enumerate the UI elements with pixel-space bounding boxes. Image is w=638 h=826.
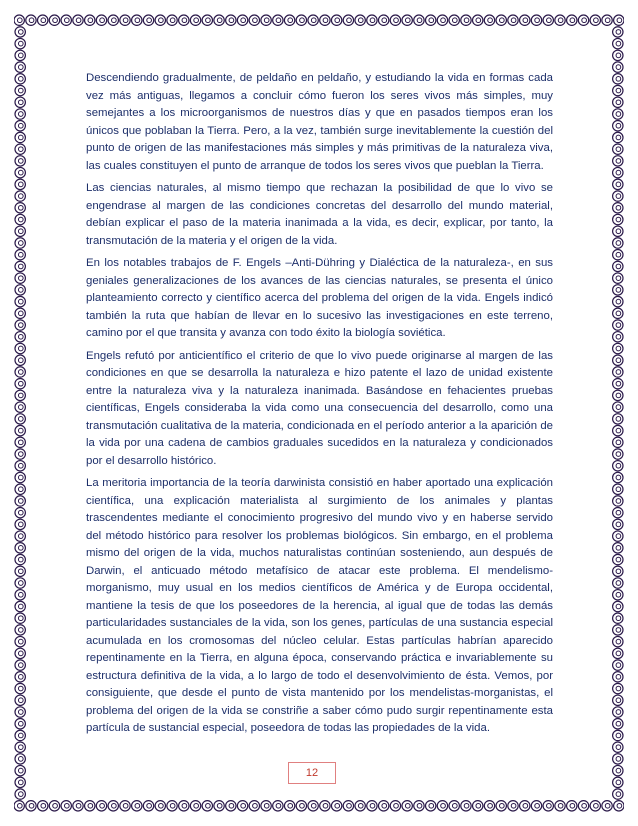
spiral-icon xyxy=(613,355,623,365)
spiral-icon xyxy=(284,15,294,25)
spiral-icon xyxy=(261,15,271,25)
spiral-icon xyxy=(343,801,353,811)
spiral-icon xyxy=(613,437,623,447)
spiral-icon xyxy=(613,214,623,224)
spiral-icon xyxy=(26,15,36,25)
spiral-icon xyxy=(308,15,318,25)
spiral-icon xyxy=(73,15,83,25)
spiral-icon xyxy=(508,801,518,811)
spiral-icon xyxy=(85,801,95,811)
paragraph-4: Engels refutó por anticientífico el criterio de que lo vivo puede originarse al margen de las condiciones en que se desarrolla la naturaleza e hizo patente el lazo de unidad existente entre la naturaleza viva y la naturaleza inanimada. Basándose en fehacientes pruebas científicas, Engels consideraba la vida como una consecuencia del desarrollo, como una transmutación cualitativa de la materia, condicionada en el período anterior a la aparición de la vida por una cadena de cambios graduales sucedidos en la naturaleza y condicionados por el desarrollo histórico. xyxy=(86,349,553,467)
spiral-icon xyxy=(390,801,400,811)
spiral-icon xyxy=(402,801,412,811)
spiral-icon xyxy=(15,38,25,48)
spiral-icon xyxy=(613,636,623,646)
spiral-icon xyxy=(390,15,400,25)
spiral-icon xyxy=(449,15,459,25)
spiral-icon xyxy=(320,15,330,25)
spiral-icon xyxy=(15,109,25,119)
spiral-icon xyxy=(15,636,25,646)
spiral-icon xyxy=(15,601,25,611)
spiral-icon xyxy=(555,801,565,811)
spiral-icon xyxy=(15,566,25,576)
spiral-icon xyxy=(15,543,25,553)
spiral-icon xyxy=(15,730,25,740)
spiral-icon xyxy=(15,449,25,459)
spiral-icon xyxy=(613,132,623,142)
spiral-icon xyxy=(61,801,71,811)
spiral-icon xyxy=(437,801,447,811)
spiral-icon xyxy=(613,179,623,189)
spiral-icon xyxy=(108,801,118,811)
spiral-icon xyxy=(414,15,424,25)
spiral-icon xyxy=(613,425,623,435)
spiral-icon xyxy=(15,683,25,693)
spiral-icon xyxy=(15,531,25,541)
spiral-icon xyxy=(613,789,623,799)
spiral-icon xyxy=(613,402,623,412)
spiral-icon xyxy=(613,484,623,494)
spiral-icon xyxy=(15,261,25,271)
spiral-icon xyxy=(602,801,612,811)
spiral-icon xyxy=(15,613,25,623)
spiral-icon xyxy=(613,390,623,400)
spiral-icon xyxy=(49,15,59,25)
spiral-icon xyxy=(613,672,623,682)
spiral-icon xyxy=(15,648,25,658)
spiral-icon xyxy=(613,250,623,260)
spiral-icon xyxy=(38,801,48,811)
spiral-icon xyxy=(15,121,25,131)
spiral-icon xyxy=(15,578,25,588)
spiral-icon xyxy=(15,754,25,764)
spiral-icon xyxy=(355,801,365,811)
spiral-icon xyxy=(15,554,25,564)
spiral-icon xyxy=(273,15,283,25)
spiral-icon xyxy=(531,801,541,811)
spiral-icon xyxy=(15,742,25,752)
spiral-icon xyxy=(202,801,212,811)
spiral-icon xyxy=(15,765,25,775)
spiral-icon xyxy=(308,801,318,811)
spiral-icon xyxy=(15,167,25,177)
spiral-icon xyxy=(179,15,189,25)
spiral-icon xyxy=(15,156,25,166)
spiral-icon xyxy=(15,414,25,424)
spiral-icon xyxy=(473,15,483,25)
spiral-icon xyxy=(15,719,25,729)
spiral-icon xyxy=(613,472,623,482)
spiral-icon xyxy=(202,15,212,25)
spiral-icon xyxy=(15,789,25,799)
spiral-icon xyxy=(461,801,471,811)
spiral-icon xyxy=(214,15,224,25)
spiral-icon xyxy=(15,355,25,365)
spiral-icon xyxy=(167,801,177,811)
spiral-icon xyxy=(613,695,623,705)
spiral-icon xyxy=(15,472,25,482)
spiral-icon xyxy=(449,801,459,811)
spiral-icon xyxy=(320,801,330,811)
spiral-icon xyxy=(15,390,25,400)
spiral-icon xyxy=(15,367,25,377)
spiral-icon xyxy=(26,801,36,811)
spiral-icon xyxy=(613,531,623,541)
spiral-icon xyxy=(38,15,48,25)
spiral-icon xyxy=(190,15,200,25)
spiral-icon xyxy=(613,203,623,213)
spiral-icon xyxy=(437,15,447,25)
spiral-icon xyxy=(15,62,25,72)
spiral-icon xyxy=(613,730,623,740)
spiral-icon xyxy=(15,496,25,506)
spiral-icon xyxy=(567,801,577,811)
spiral-icon xyxy=(15,238,25,248)
spiral-icon xyxy=(15,132,25,142)
spiral-icon xyxy=(578,801,588,811)
spiral-icon xyxy=(15,402,25,412)
spiral-icon xyxy=(14,801,24,811)
spiral-icon xyxy=(355,15,365,25)
spiral-icon xyxy=(613,777,623,787)
spiral-icon xyxy=(613,461,623,471)
spiral-icon xyxy=(15,425,25,435)
spiral-icon xyxy=(613,273,623,283)
spiral-icon xyxy=(61,15,71,25)
spiral-icon xyxy=(613,754,623,764)
spiral-icon xyxy=(49,801,59,811)
spiral-icon xyxy=(613,566,623,576)
spiral-icon xyxy=(613,367,623,377)
spiral-icon xyxy=(613,719,623,729)
spiral-icon xyxy=(614,15,624,25)
spiral-icon xyxy=(15,97,25,107)
spiral-icon xyxy=(15,507,25,517)
spiral-icon xyxy=(331,15,341,25)
spiral-icon xyxy=(613,156,623,166)
spiral-icon xyxy=(613,765,623,775)
spiral-icon xyxy=(613,226,623,236)
spiral-icon xyxy=(613,449,623,459)
spiral-icon xyxy=(15,707,25,717)
spiral-icon xyxy=(613,167,623,177)
spiral-icon xyxy=(261,801,271,811)
spiral-icon xyxy=(555,15,565,25)
spiral-icon xyxy=(613,62,623,72)
spiral-icon xyxy=(14,15,24,25)
spiral-icon xyxy=(613,519,623,529)
spiral-icon xyxy=(343,15,353,25)
spiral-icon xyxy=(590,15,600,25)
spiral-icon xyxy=(120,15,130,25)
spiral-icon xyxy=(520,801,530,811)
spiral-icon xyxy=(15,74,25,84)
spiral-icon xyxy=(613,601,623,611)
page-number: 12 xyxy=(288,762,336,784)
spiral-icon xyxy=(15,461,25,471)
spiral-icon xyxy=(425,15,435,25)
spiral-icon xyxy=(96,801,106,811)
spiral-icon xyxy=(15,672,25,682)
spiral-icon xyxy=(613,648,623,658)
spiral-icon xyxy=(613,27,623,37)
spiral-icon xyxy=(143,801,153,811)
spiral-icon xyxy=(508,15,518,25)
spiral-icon xyxy=(273,801,283,811)
spiral-icon xyxy=(85,15,95,25)
spiral-icon xyxy=(614,801,624,811)
spiral-icon xyxy=(613,285,623,295)
spiral-icon xyxy=(613,332,623,342)
spiral-icon xyxy=(15,214,25,224)
spiral-icon xyxy=(15,179,25,189)
spiral-icon xyxy=(132,801,142,811)
spiral-icon xyxy=(226,15,236,25)
spiral-icon xyxy=(108,15,118,25)
spiral-icon xyxy=(613,320,623,330)
spiral-icon xyxy=(15,378,25,388)
spiral-icon xyxy=(15,273,25,283)
spiral-icon xyxy=(15,437,25,447)
spiral-icon xyxy=(613,121,623,131)
spiral-icon xyxy=(15,27,25,37)
spiral-icon xyxy=(613,613,623,623)
spiral-icon xyxy=(602,15,612,25)
spiral-icon xyxy=(613,554,623,564)
spiral-icon xyxy=(613,50,623,60)
spiral-icon xyxy=(15,203,25,213)
spiral-icon xyxy=(367,801,377,811)
spiral-icon xyxy=(520,15,530,25)
spiral-icon xyxy=(367,15,377,25)
spiral-icon xyxy=(613,683,623,693)
spiral-icon xyxy=(15,50,25,60)
spiral-icon xyxy=(73,801,83,811)
spiral-icon xyxy=(167,15,177,25)
spiral-icon xyxy=(15,519,25,529)
spiral-icon xyxy=(249,801,259,811)
spiral-icon xyxy=(15,144,25,154)
paragraph-1: Descendiendo gradualmente, de peldaño en peldaño, y estudiando la vida en formas cada vez más antiguas, llegamos a concluir cómo fueron los seres vivos más simples, muy semejantes a los microorganismos de nuestros días y que en pasados tiempos eran los únicos que poblaban la Tierra. Pero, a la vez, también surge inevitablemente la cuestión del punto de origen de las manifestaciones más simples y más primitivas de la naturaleza viva, las cuales constituyen el punto de arranque de todos los seres vivos que pueblan la Tierra. xyxy=(86,72,553,172)
spiral-icon xyxy=(237,15,247,25)
spiral-icon xyxy=(15,308,25,318)
spiral-icon xyxy=(543,15,553,25)
spiral-icon xyxy=(284,801,294,811)
document-body xyxy=(86,70,553,743)
spiral-icon xyxy=(613,378,623,388)
spiral-icon xyxy=(425,801,435,811)
spiral-icon xyxy=(402,15,412,25)
spiral-icon xyxy=(155,801,165,811)
spiral-icon xyxy=(15,285,25,295)
spiral-icon xyxy=(567,15,577,25)
spiral-icon xyxy=(143,15,153,25)
paragraph-2: Las ciencias naturales, al mismo tiempo que rechazan la posibilidad de que lo vivo se engendrase al margen de las condiciones concretas del desarrollo del mundo material, debían explicar el paso de la materia inanimada a la vida, es decir, explicar, por tanto, la transmutación de la materia y el origen de la vida. xyxy=(86,182,553,247)
spiral-icon xyxy=(613,660,623,670)
spiral-icon xyxy=(613,144,623,154)
spiral-icon xyxy=(613,507,623,517)
spiral-icon xyxy=(15,695,25,705)
spiral-icon xyxy=(15,777,25,787)
spiral-icon xyxy=(590,801,600,811)
spiral-icon xyxy=(613,308,623,318)
spiral-icon xyxy=(190,801,200,811)
spiral-icon xyxy=(15,343,25,353)
spiral-icon xyxy=(613,414,623,424)
spiral-icon xyxy=(15,320,25,330)
spiral-icon xyxy=(613,742,623,752)
spiral-icon xyxy=(613,590,623,600)
spiral-icon xyxy=(15,296,25,306)
spiral-icon xyxy=(15,484,25,494)
spiral-icon xyxy=(496,801,506,811)
spiral-icon xyxy=(15,191,25,201)
paragraph-5: La meritoria importancia de la teoría darwinista consistió en haber aportado una explicación científica, una explicación materialista al surgimiento de los animales y plantas trascendentes mediante el conocimiento progresivo del mundo vivo y en haberse servido del método histórico para resolver los problemas biológicos. Sin embargo, en el problema mismo del origen de la vida, muchos naturalistas continúan sosteniendo, aun después de Darwin, el anticuado método metafísico de atacar este problema. El mendelismo-morganismo, muy usual en los medios científicos de América y de Europa occidental, mantiene la tesis de que los poseedores de la herencia, al igual que de todas las demás particularidades sustanciales de la vida, son los genes, partículas de una sustancia especial acumulada en los cromosomas del núcleo celular. Estas partículas habrían aparecido repentinamente en la Tierra, en alguna época, conservando práctica e invariablemente su estructura definitiva de la vida, a lo largo de todo el desenvolvimiento de ésta. Vemos, por consiguiente, que desde el punto de vista mantenido por los mendelistas-morganistas, el problema del origen de la vida se constriñe a saber cómo pudo surgir repentinamente esta partícula de sustancial especial, poseedora de todas las propiedades de la vida. xyxy=(86,477,553,734)
spiral-icon xyxy=(331,801,341,811)
spiral-icon xyxy=(484,15,494,25)
spiral-icon xyxy=(120,801,130,811)
spiral-icon xyxy=(226,801,236,811)
spiral-icon xyxy=(473,801,483,811)
spiral-icon xyxy=(249,15,259,25)
spiral-icon xyxy=(296,801,306,811)
spiral-icon xyxy=(237,801,247,811)
spiral-icon xyxy=(613,343,623,353)
spiral-icon xyxy=(461,15,471,25)
spiral-icon xyxy=(15,590,25,600)
spiral-icon xyxy=(296,15,306,25)
spiral-icon xyxy=(179,801,189,811)
spiral-icon xyxy=(613,625,623,635)
spiral-icon xyxy=(15,660,25,670)
spiral-icon xyxy=(613,191,623,201)
spiral-icon xyxy=(96,15,106,25)
spiral-icon xyxy=(214,801,224,811)
spiral-icon xyxy=(613,578,623,588)
spiral-icon xyxy=(378,15,388,25)
spiral-icon xyxy=(613,38,623,48)
spiral-icon xyxy=(613,261,623,271)
spiral-icon xyxy=(484,801,494,811)
spiral-icon xyxy=(15,85,25,95)
spiral-icon xyxy=(15,625,25,635)
spiral-icon xyxy=(155,15,165,25)
spiral-icon xyxy=(613,496,623,506)
spiral-icon xyxy=(613,97,623,107)
spiral-icon xyxy=(414,801,424,811)
spiral-icon xyxy=(531,15,541,25)
spiral-icon xyxy=(613,296,623,306)
spiral-icon xyxy=(15,226,25,236)
spiral-icon xyxy=(132,15,142,25)
spiral-icon xyxy=(378,801,388,811)
spiral-icon xyxy=(613,707,623,717)
spiral-icon xyxy=(543,801,553,811)
spiral-icon xyxy=(613,543,623,553)
spiral-icon xyxy=(613,74,623,84)
spiral-icon xyxy=(496,15,506,25)
spiral-icon xyxy=(15,332,25,342)
spiral-icon xyxy=(613,238,623,248)
spiral-icon xyxy=(578,15,588,25)
spiral-icon xyxy=(15,250,25,260)
paragraph-3: En los notables trabajos de F. Engels –Anti-Dühring y Dialéctica de la naturaleza-, en sus geniales generalizaciones de los avances de las ciencias naturales, se presenta el único planteamiento correcto y científico acerca del problema del origen de la vida. Engels indicó también la ruta que habían de llevar en lo sucesivo las investigaciones en este terreno, camino por el que transita y avanza con todo éxito la biología soviética. xyxy=(86,257,553,339)
spiral-icon xyxy=(613,85,623,95)
spiral-icon xyxy=(613,109,623,119)
